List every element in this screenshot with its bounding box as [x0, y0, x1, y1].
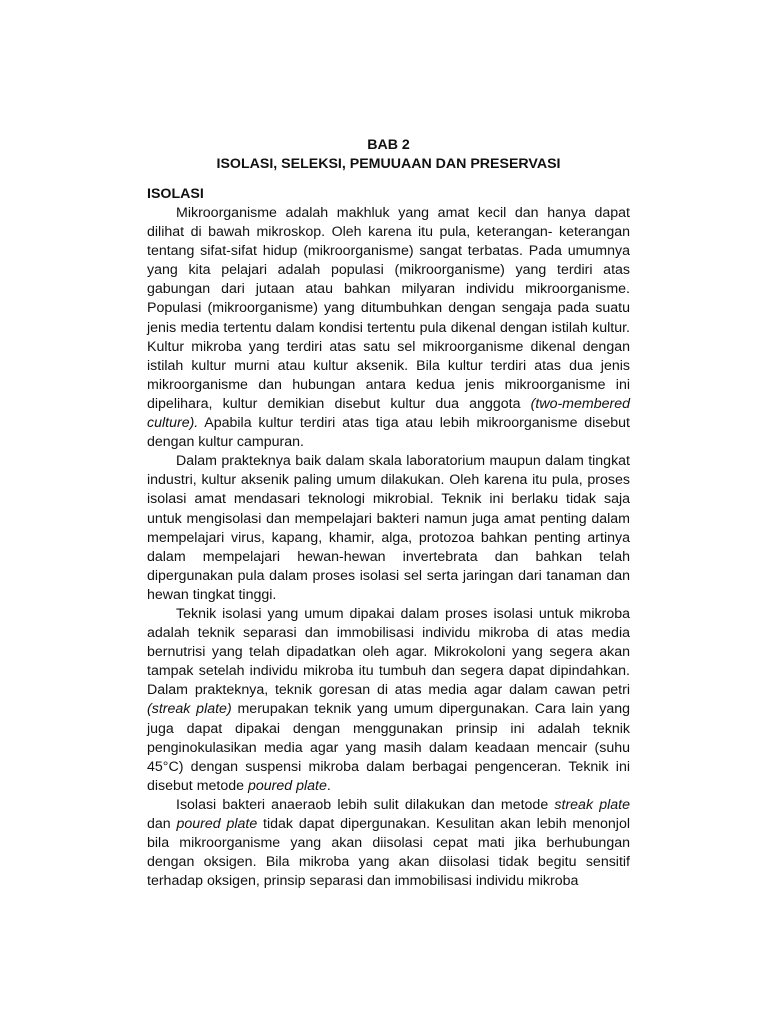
- section-heading: ISOLASI: [147, 186, 204, 202]
- document-page: [147, 136, 630, 891]
- text-run: Isolasi bakteri anaeraob lebih sulit dilakukan dan metode: [176, 796, 555, 813]
- text-run: Apabila kultur terdiri atas tiga atau lebih mikroorganisme disebut dengan kultur campuran.: [147, 415, 630, 451]
- body-paragraph: [147, 204, 630, 452]
- italic-term: poured plate: [247, 777, 327, 794]
- body-text: [147, 204, 630, 891]
- text-run: merupakan teknik yang umum dipergunakan. Cara lain yang juga dapat dipakai dengan menggunakan prinsip ini adalah teknik penginokulasikan media agar yang masih dalam keadaan mencair (suhu 45°C) dengan suspensi mikroba dalam berbagai pengenceran. Teknik ini disebut metode: [147, 701, 630, 794]
- text-run: Dalam prakteknya baik dalam skala laboratorium maupun dalam tingkat industri, kultur aksenik paling umum dilakukan. Oleh karena itu pula, proses isolasi amat mendasari teknologi mikrobial. Teknik ini berlaku tidak saja untuk mengisolasi dan mempelajari bakteri namun juga amat penting dalam mempelajari virus, kapang, khamir, alga, protozoa bahkan penting artinya dalam mempelajari hewan-hewan invertebrata dan bahkan telah dipergunakan pula dalam proses isolasi sel serta jaringan dari tanaman dan hewan tingkat tinggi.: [147, 453, 630, 603]
- italic-term: streak plate: [554, 796, 630, 813]
- text-run: .: [326, 777, 331, 794]
- italic-term: (streak plate): [147, 701, 232, 718]
- body-paragraph: [147, 452, 630, 605]
- italic-term: (two-membered culture).: [147, 395, 630, 432]
- text-run: dan: [147, 816, 177, 832]
- text-run: tidak dapat dipergunakan. Kesulitan akan lebih menonjol bila mikroorganisme yang akan diisolasi cepat mati jika berhubungan dengan oksigen. Bila mikroba yang akan diisolasi tidak begitu sensitif terhadap oksigen, prinsip separasi dan immobilisasi individu mikroba: [147, 816, 630, 890]
- body-paragraph: [147, 796, 630, 891]
- chapter-number: BAB 2: [367, 137, 410, 153]
- text-run: Teknik isolasi yang umum dipakai dalam proses isolasi untuk mikroba adalah teknik separasi dan immobilisasi individu mikroba di atas media bernutrisi yang telah dipadatkan oleh agar. Mikrokoloni yang segera akan tampak setelah individu mikroba itu tumbuh dan segera dapat dipindahkan. Dalam prakteknya, teknik goresan di atas media agar dalam cawan petri: [147, 605, 630, 699]
- chapter-title: ISOLASI, SELEKSI, PEMUUAAN DAN PRESERVASI: [216, 156, 561, 172]
- text-run: Mikroorganisme adalah makhluk yang amat kecil dan hanya dapat dilihat di bawah mikroskop. Oleh karena itu pula, keterangan- keterangan tentang sifat-sifat hidup (mikroorganisme) sangat terbatas. Pada umumnya yang kita pelajari adalah populasi (mikroorganisme) yang terdiri atas gabungan dari jutaan atau bahkan milyaran individu mikroorganisme. Populasi (mikroorganisme) yang ditumbuhkan dengan sengaja pada suatu jenis media tertentu dalam kondisi tertentu pula dikenal dengan istilah kultur. Kultur mikroba yang terdiri atas satu sel mikroorganisme dikenal dengan istilah kultur murni atau kultur aksenik. Bila kultur terdiri atas dua jenis mikroorganisme dan hubungan antara kedua jenis mikroorganisme ini dipelihara, kultur demikian disebut kultur dua anggota: [147, 205, 630, 412]
- body-paragraph: [147, 605, 630, 796]
- italic-term: poured plate: [176, 816, 258, 832]
